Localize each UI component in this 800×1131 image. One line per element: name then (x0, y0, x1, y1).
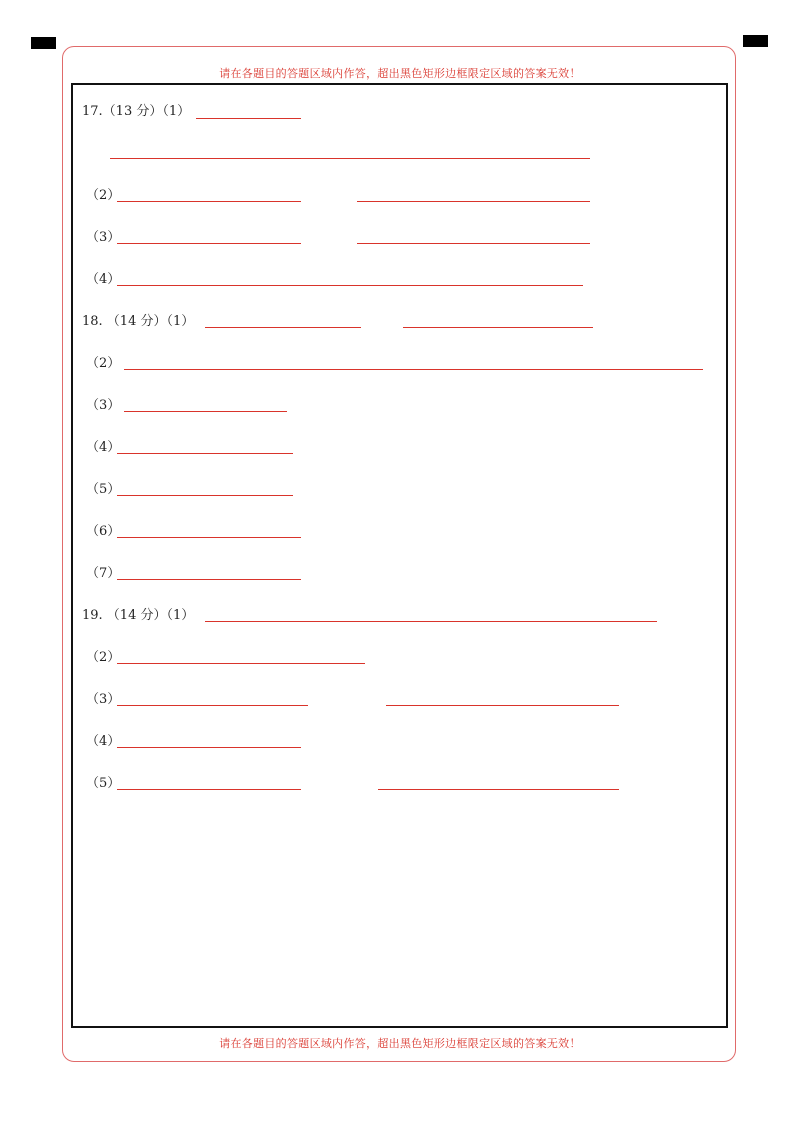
q19-5-label: （5） (86, 776, 121, 791)
q19-2-answer-line[interactable] (117, 663, 365, 664)
q18-1-answer-line-a[interactable] (205, 327, 361, 328)
q18-1-answer-line-b[interactable] (403, 327, 593, 328)
q19-3-answer-line-b[interactable] (386, 705, 619, 706)
q19-5-answer-line-b[interactable] (378, 789, 619, 790)
answer-region-box (71, 83, 728, 1028)
q17-4-label: （4） (86, 272, 121, 287)
q19-1-answer-line[interactable] (205, 621, 657, 622)
q17-3-answer-line-b[interactable] (357, 243, 590, 244)
q17-1-answer-line-a[interactable] (196, 118, 301, 119)
q17-3-answer-line-a[interactable] (117, 243, 301, 244)
q19-3-answer-line-a[interactable] (117, 705, 308, 706)
q18-2-label: （2） (86, 356, 121, 371)
q17-2-label: （2） (86, 188, 121, 203)
q18-5-answer-line[interactable] (117, 495, 293, 496)
q17-2-answer-line-a[interactable] (117, 201, 301, 202)
q19-5-answer-line-a[interactable] (117, 789, 301, 790)
alignment-marker-top-right (743, 35, 768, 47)
q18-3-label: （3） (86, 398, 121, 413)
q18-6-answer-line[interactable] (117, 537, 301, 538)
q19-2-label: （2） (86, 650, 121, 665)
q19-heading: 19. （14 分）（1） (82, 608, 195, 623)
alignment-marker-top-left (31, 37, 56, 49)
q18-7-label: （7） (86, 566, 121, 581)
q18-5-label: （5） (86, 482, 121, 497)
q18-3-answer-line[interactable] (124, 411, 287, 412)
q17-4-answer-line[interactable] (117, 285, 583, 286)
q19-4-answer-line[interactable] (117, 747, 301, 748)
q18-4-answer-line[interactable] (117, 453, 293, 454)
q17-2-answer-line-b[interactable] (357, 201, 590, 202)
q18-4-label: （4） (86, 440, 121, 455)
q18-heading: 18. （14 分）（1） (82, 314, 195, 329)
q17-heading: 17.（13 分）（1） (82, 104, 191, 119)
q18-2-answer-line[interactable] (124, 369, 703, 370)
q19-4-label: （4） (86, 734, 121, 749)
q18-6-label: （6） (86, 524, 121, 539)
q18-7-answer-line[interactable] (117, 579, 301, 580)
q17-3-label: （3） (86, 230, 121, 245)
q17-1-answer-line-b[interactable] (110, 158, 590, 159)
footer-warning: 请在各题目的答题区域内作答，超出黑色矩形边框限定区域的答案无效！ (219, 1037, 581, 1050)
q19-3-label: （3） (86, 692, 121, 707)
header-warning: 请在各题目的答题区域内作答，超出黑色矩形边框限定区域的答案无效！ (219, 67, 581, 80)
